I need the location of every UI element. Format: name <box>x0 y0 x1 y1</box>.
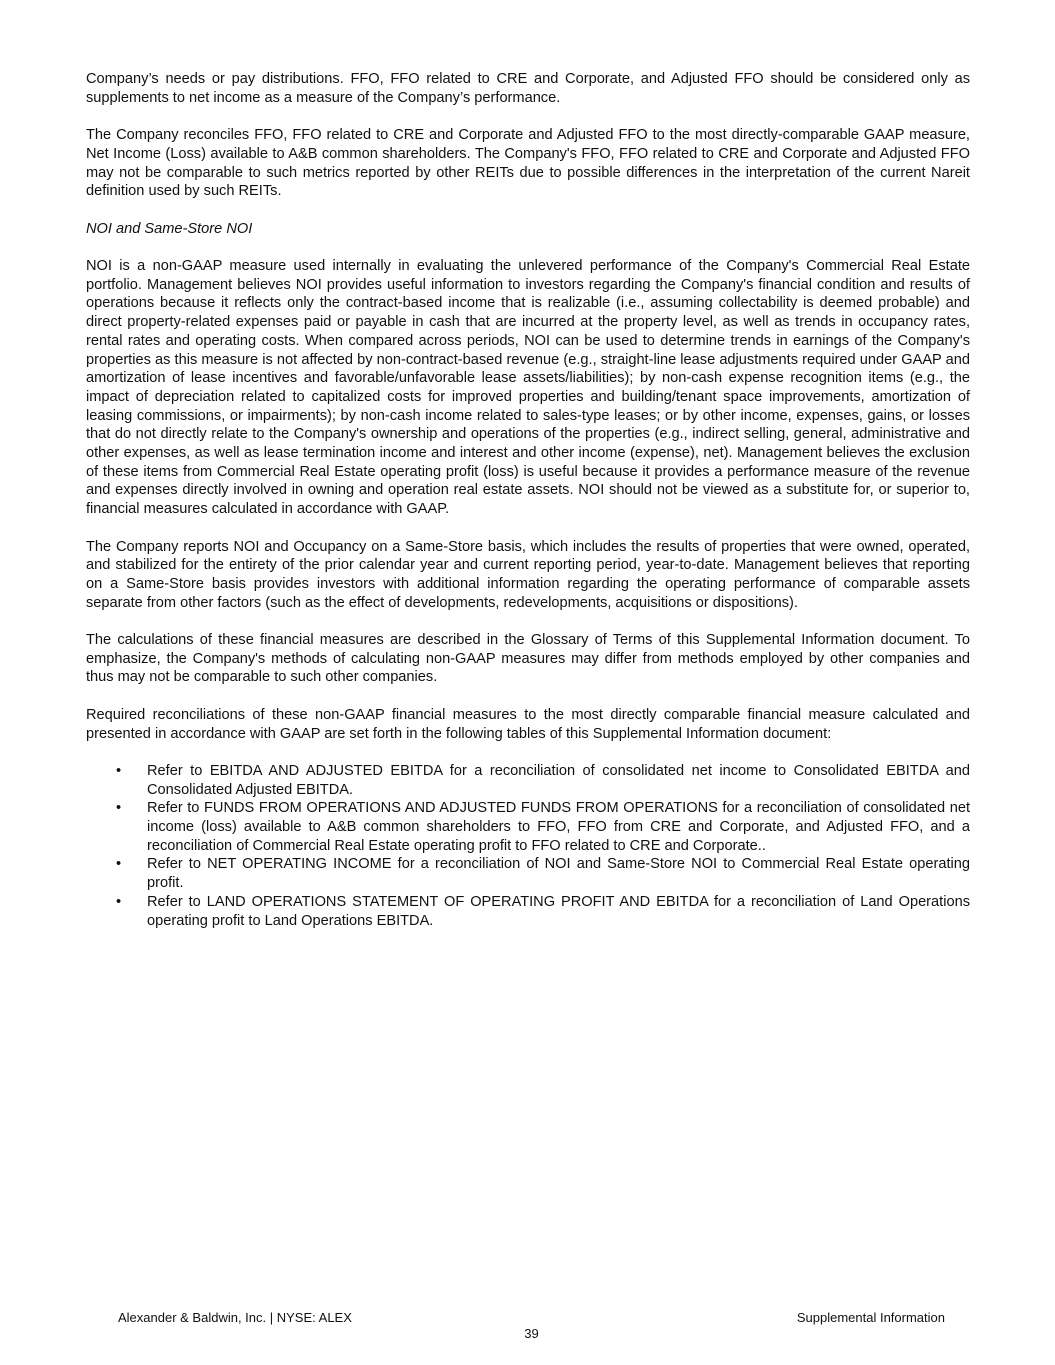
paragraph-required-reconciliations: Required reconciliations of these non-GAAP financial measures to the most directly comparable financial measure calculated and presented in accordance with GAAP are set forth in the following tables of this Supplemental Information document: <box>86 706 970 742</box>
paragraph-ffo-supplement: Company’s needs or pay distributions. FFO, FFO related to CRE and Corporate, and Adjusted FFO should be considered only as supplements to net income as a measure of the Company’s performance. <box>86 71 970 106</box>
section-heading-noi: NOI and Same-Store NOI <box>86 220 253 237</box>
list-item <box>86 855 970 892</box>
bullet-icon: • <box>116 856 122 873</box>
reconciliation-list <box>86 762 970 930</box>
list-item-text: Refer to NET OPERATING INCOME for a reconciliation of NOI and Same-Store NOI to Commercial Real Estate operating profit. <box>147 856 970 892</box>
footer-company: Alexander & Baldwin, Inc. | NYSE: ALEX <box>118 1310 352 1325</box>
list-item <box>86 799 970 855</box>
paragraph-calculations: The calculations of these financial measures are described in the Glossary of Terms of this Supplemental Information document. To emphasize, the Company's methods of calculating non-GAAP measures may differ from methods employed by other companies and thus may not be comparable to such other companies. <box>86 632 970 686</box>
bullet-icon: • <box>116 800 122 817</box>
bullet-icon: • <box>116 893 122 910</box>
list-item <box>86 762 970 799</box>
list-item-text: Refer to EBITDA AND ADJUSTED EBITDA for a reconciliation of consolidated net income to Consolidated EBITDA and Consolidated Adjusted EBITDA. <box>147 762 970 798</box>
list-item <box>86 893 970 930</box>
footer-document-title: Supplemental Information <box>796 1310 945 1325</box>
bullet-icon: • <box>116 762 122 779</box>
paragraph-noi-definition: NOI is a non-GAAP measure used internally in evaluating the unlevered performance of the Company's Commercial Real Estate portfolio. Management believes NOI provides useful information to investors regarding the Company's financial condition and results of operations because it reflects only the contract-based income that is realizable (i.e., assuming collectability is deemed probable) and direct property-related expenses paid or payable in cash that are incurred at the property level, as well as trends in occupancy rates, rental rates and operating costs. When compared across periods, NOI can be used to determine trends in earnings of the Company's properties as this measure is not affected by non-contract-based revenue (e.g., straight-line lease adjustments required under GAAP and amortization of lease incentives and favorable/unfavorable lease assets/liabilities); by non-cash expense recognition items (e.g., the impact of depreciation related to capitalized costs for improved properties and building/tenant space improvements, amortization of leasing commissions, or impairments); by non-cash income related to sales-type leases; or by other income, expenses, gains, or losses that do not directly relate to the Company's ownership and operations of the properties (e.g., indirect selling, general, administrative and other expenses, as well as lease termination income and interest and other income (expense), net). Management believes the exclusion of these items from Commercial Real Estate operating profit (loss) is useful because it provides a performance measure of the revenue and expenses directly involved in owning and operation real estate assets. NOI should not be viewed as a substitute for, or superior to, financial measures calculated in accordance with GAAP. <box>86 257 970 518</box>
page-number: 39 <box>524 1326 539 1341</box>
list-item-text: Refer to LAND OPERATIONS STATEMENT OF OPERATING PROFIT AND EBITDA for a reconciliation of Land Operations operating profit to Land Operations EBITDA. <box>147 893 970 929</box>
paragraph-same-store: The Company reports NOI and Occupancy on a Same-Store basis, which includes the results of properties that were owned, operated, and stabilized for the entirety of the prior calendar year and current reporting period, year-to-date. Management believes that reporting on a Same-Store basis provides investors with additional information regarding the operating performance of comparable assets separate from other factors (such as the effect of developments, redevelopments, acquisitions or dispositions). <box>86 538 970 611</box>
document-body <box>86 70 970 930</box>
paragraph-ffo-reconciliation: The Company reconciles FFO, FFO related to CRE and Corporate and Adjusted FFO to the most directly-comparable GAAP measure, Net Income (Loss) available to A&B common shareholders. The Company's FFO, FFO related to CRE and Corporate and Adjusted FFO may not be comparable to such metrics reported by other REITs due to possible differences in the interpretation of the current Nareit definition used by such REITs. <box>86 127 970 200</box>
list-item-text: Refer to FUNDS FROM OPERATIONS AND ADJUSTED FUNDS FROM OPERATIONS for a reconciliation of consolidated net income (loss) available to A&B common shareholders to FFO, FFO from CRE and Corporate, and Adjusted FFO, and a reconciliation of Commercial Real Estate operating profit to FFO related to CRE and Corporate.. <box>147 800 970 854</box>
